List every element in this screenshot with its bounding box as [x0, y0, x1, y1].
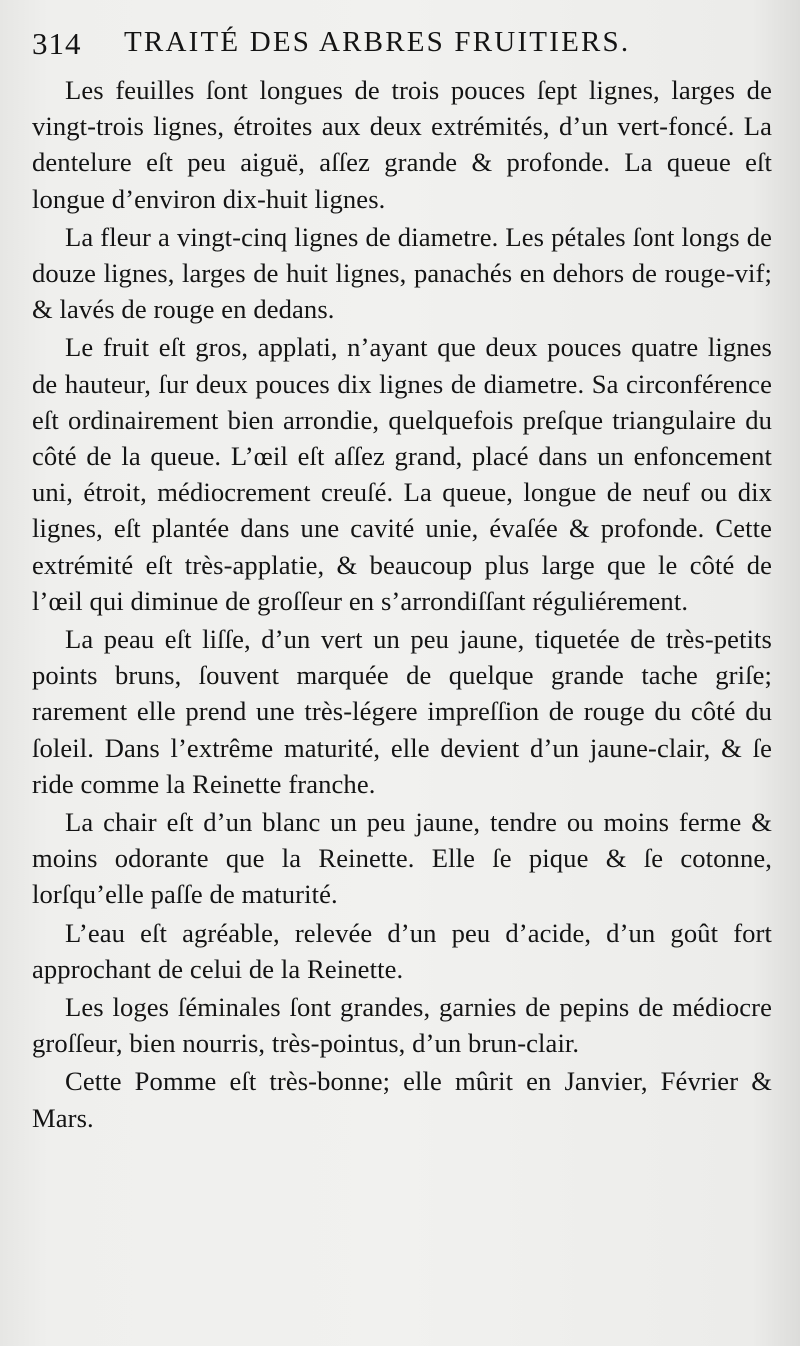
paragraph-quality: Cette Pomme eſt très-bonne; elle mûrit en Janvier, Février & Mars. — [32, 1066, 772, 1133]
paragraph-leaves: Les feuilles ſont longues de trois pouces ſept lignes, larges de vingt-trois lignes, étroites aux deux extrémités, d’un vert-foncé. La dentelure eſt peu aiguë, aſſez grande & profonde. La queue eſt longue d’environ dix-huit lignes. — [32, 75, 772, 214]
page-number: 314 — [32, 26, 82, 61]
paragraph-skin: La peau eſt liſſe, d’un vert un peu jaune, tiquetée de très-petits points bruns, ſouvent marquée de quelque grande tache griſe; rarement elle prend une très-légere impreſſion de rouge du côté du ſoleil. Dans l’extrême maturité, elle devient d’un jaune-clair, & ſe ride comme la Reinette franche. — [32, 624, 772, 799]
paragraph-flesh: La chair eſt d’un blanc un peu jaune, tendre ou moins ferme & moins odorante que la Reinette. Elle ſe pique & ſe cotonne, lorſqu’elle paſſe de maturité. — [32, 807, 772, 910]
running-title: TRAITÉ DES ARBRES FRUITIERS. — [124, 26, 631, 58]
paragraph-seeds: Les loges ſéminales ſont grandes, garnies de pepins de médiocre groſſeur, bien nourris, très-pointus, d’un brun-clair. — [32, 992, 772, 1059]
paragraph-flower: La fleur a vingt-cinq lignes de diametre. Les pétales ſont longs de douze lignes, larges de huit lignes, panachés en dehors de rouge-vif; & lavés de rouge en dedans. — [32, 221, 772, 325]
paragraph-juice: L’eau eſt agréable, relevée d’un peu d’acide, d’un goût fort approchant de celui de la Reinette. — [32, 917, 772, 984]
page-header — [32, 20, 772, 64]
body-text — [32, 72, 772, 1136]
paragraph-fruit: Le fruit eſt gros, applati, n’ayant que deux pouces quatre lignes de hauteur, ſur deux pouces dix lignes de diametre. Sa circonférence eſt ordinairement bien arrondie, quelquefois preſque triangulaire du côté de la queue. L’œil eſt aſſez grand, placé dans un enfoncement uni, étroit, médiocrement creuſé. La queue, longue de neuf ou dix lignes, eſt plantée dans une cavité unie, évaſée & profonde. Cette extrémité eſt très-applatie, & beaucoup plus large que le côté de l’œil qui diminue de groſſeur en s’arrondiſſant réguliérement. — [32, 332, 772, 616]
